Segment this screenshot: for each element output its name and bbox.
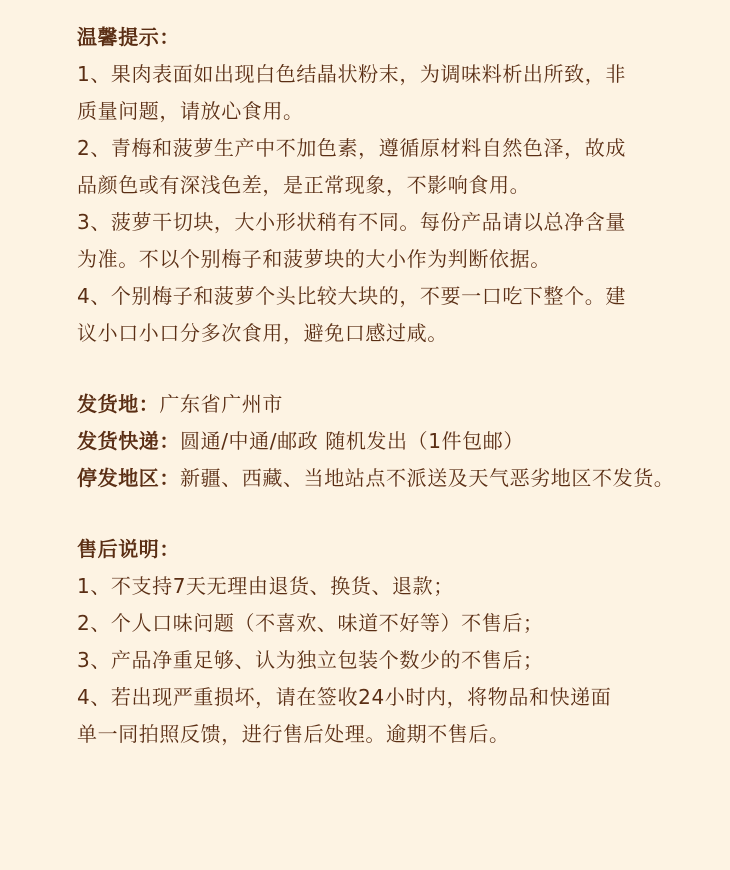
aftersale-line: 4、若出现严重损坏，请在签收24小时内，将物品和快递面	[77, 685, 612, 709]
shipping-express-row	[77, 423, 730, 460]
tips-title: 温馨提示：	[77, 25, 180, 49]
shipping-stop-row	[77, 460, 730, 497]
shipping-express-label: 发货快递：	[77, 429, 180, 453]
shipping-origin-label: 发货地：	[77, 392, 160, 416]
tips-line: 议小口小口分多次食用，避免口感过咸。	[77, 321, 448, 345]
shipping-section	[77, 386, 730, 497]
aftersale-section	[77, 531, 730, 753]
shipping-express-value: 圆通/中通/邮政 随机发出（1件包邮）	[180, 429, 524, 453]
aftersale-line: 单一同拍照反馈，进行售后处理。逾期不售后。	[77, 722, 510, 746]
tips-section	[77, 19, 730, 352]
tips-line: 质量问题，请放心食用。	[77, 99, 304, 123]
aftersale-line: 1、不支持7天无理由退货、换货、退款；	[77, 574, 454, 598]
tips-line: 1、果肉表面如出现白色结晶状粉末，为调味料析出所致，非	[77, 62, 626, 86]
tips-line: 3、菠萝干切块，大小形状稍有不同。每份产品请以总净含量	[77, 210, 626, 234]
tips-line: 品颜色或有深浅色差，是正常现象，不影响食用。	[77, 173, 531, 197]
shipping-stop-label: 停发地区：	[77, 466, 180, 490]
tips-line: 4、个别梅子和菠萝个头比较大块的，不要一口吃下整个。建	[77, 284, 626, 308]
section-gap	[77, 352, 730, 386]
aftersale-line: 3、产品净重足够、认为独立包装个数少的不售后；	[77, 648, 544, 672]
aftersale-title: 售后说明：	[77, 537, 180, 561]
aftersale-line: 2、个人口味问题（不喜欢、味道不好等）不售后；	[77, 611, 544, 635]
section-gap	[77, 497, 730, 531]
shipping-origin-row	[77, 386, 730, 423]
shipping-origin-value: 广东省广州市	[159, 392, 284, 416]
tips-line: 2、青梅和菠萝生产中不加色素，遵循原材料自然色泽，故成	[77, 136, 626, 160]
shipping-stop-value: 新疆、西藏、当地站点不派送及天气恶劣地区不发货。	[180, 466, 675, 490]
tips-line: 为准。不以个别梅子和菠萝块的大小作为判断依据。	[77, 247, 551, 271]
